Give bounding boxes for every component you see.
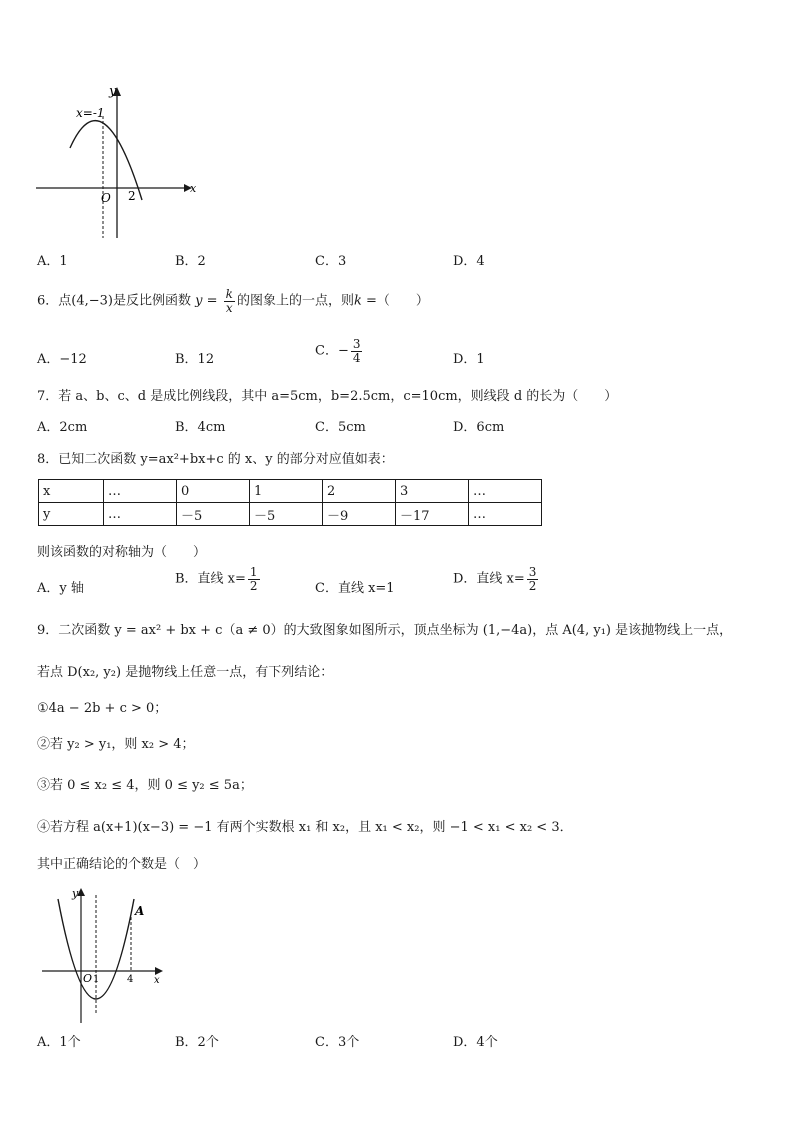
table-cell: －5: [177, 503, 250, 526]
q6-option-c-fraction: $\frac{3}{4}$: [352, 337, 361, 365]
q6-paren: （ ）: [376, 293, 429, 309]
table-cell: 2: [323, 480, 396, 503]
q8-option-b-fraction: $\frac{1}{2}$: [249, 565, 258, 593]
q8-option-a[interactable]: A．y 轴: [37, 581, 84, 596]
q8-option-c[interactable]: C．直线 x=1: [315, 581, 395, 596]
q6-option-a[interactable]: A．−12: [37, 352, 87, 367]
q6-point: (4,−3): [71, 293, 113, 309]
table-cell: …: [104, 480, 177, 503]
q9-option-a[interactable]: A．1个: [37, 1035, 81, 1050]
table-cell: －9: [323, 503, 396, 526]
graph2-tick-1: 1: [93, 974, 100, 985]
table-cell: 0: [177, 480, 250, 503]
q7-option-d[interactable]: D．6cm: [453, 420, 505, 435]
q8-question: 8．已知二次函数 y=ax²+bx+c 的 x、y 的部分对应值如表：: [37, 452, 394, 467]
q6-suffix: 的图象上的一点，则: [236, 293, 354, 309]
graph2-point-a-label: A: [135, 904, 145, 918]
q6-prefix: 6．点: [37, 293, 72, 309]
table-cell: －5: [250, 503, 323, 526]
q6-option-b[interactable]: B．12: [175, 352, 215, 367]
parabola-graph-2: [36, 885, 171, 1025]
table-cell: …: [469, 480, 542, 503]
q6-question: [37, 288, 429, 314]
q6-fraction: $\frac{k}{x}$: [225, 287, 233, 315]
table-row: [39, 480, 542, 503]
q9-ask: 其中正确结论的个数是（ ）: [37, 857, 207, 872]
graph2-tick-4: 4: [127, 974, 134, 985]
table-cell: －17: [396, 503, 469, 526]
q8-followup: 则该函数的对称轴为（ ）: [37, 545, 207, 560]
q5-option-b[interactable]: B．2: [175, 254, 206, 269]
q6-option-c[interactable]: C．− $\frac{3}{4}$: [315, 337, 361, 365]
q8-option-d-fraction: $\frac{3}{2}$: [528, 565, 537, 593]
q5-option-a[interactable]: A．1: [37, 254, 68, 269]
q9-option-d[interactable]: D．4个: [453, 1035, 498, 1050]
graph1-axis-annotation: x=-1: [76, 106, 105, 120]
table-cell: y: [39, 503, 104, 526]
q9-statement-3: ③若 0 ≤ x₂ ≤ 4，则 0 ≤ y₂ ≤ 5a；: [37, 778, 253, 793]
q6-func-lhs: y =: [195, 293, 218, 309]
table-cell: 3: [396, 480, 469, 503]
parabola-graph-1: [30, 82, 205, 242]
graph1-origin-label: O: [101, 191, 111, 205]
table-cell: 1: [250, 480, 323, 503]
table-row: [39, 503, 542, 526]
graph1-y-label: y: [109, 84, 117, 99]
graph1-tick-2: 2: [128, 189, 136, 203]
q5-option-c[interactable]: C．3: [315, 254, 347, 269]
table-cell: …: [469, 503, 542, 526]
graph1-x-label: x: [190, 182, 197, 195]
table-cell: …: [104, 503, 177, 526]
graph2-y-label: y: [72, 887, 79, 900]
graph2-origin-label: O: [83, 972, 93, 985]
q7-question: 7．若 a、b、c、d 是成比例线段，其中 a=5cm，b=2.5cm，c=10cm，则线段 d 的长为（ ）: [37, 389, 618, 404]
q9-option-c[interactable]: C．3个: [315, 1035, 360, 1050]
q8-option-b[interactable]: B．直线 x= $\frac{1}{2}$: [175, 565, 258, 593]
q6-k-eq: k =: [353, 293, 377, 309]
q8-option-d[interactable]: D．直线 x= $\frac{3}{2}$: [453, 565, 537, 593]
q5-option-d[interactable]: D．4: [453, 254, 485, 269]
graph2-x-label: x: [154, 975, 160, 986]
q9-statement-1: ①4a − 2b + c > 0；: [37, 701, 168, 716]
x-axis-arrow: [155, 967, 163, 975]
q9-statement-2: ②若 y₂ > y₁，则 x₂ > 4；: [37, 737, 195, 752]
q6-option-d[interactable]: D．1: [453, 352, 485, 367]
q8-value-table: [38, 479, 542, 526]
q7-option-b[interactable]: B．4cm: [175, 420, 226, 435]
q7-option-a[interactable]: A．2cm: [37, 420, 88, 435]
q7-option-c[interactable]: C．5cm: [315, 420, 366, 435]
q6-mid: 是反比例函数: [113, 293, 192, 309]
q9-line-1: 9．二次函数 y = ax² + bx + c（a ≠ 0）的大致图象如图所示，顶点坐标为 (1,−4a)，点 A(4, y₁) 是该抛物线上一点，: [37, 623, 733, 638]
q9-option-b[interactable]: B．2个: [175, 1035, 219, 1050]
q9-line-2: 若点 D(x₂, y₂) 是抛物线上任意一点，有下列结论：: [37, 665, 334, 680]
q9-statement-4: ④若方程 a(x+1)(x−3) = −1 有两个实数根 x₁ 和 x₂，且 x₁ < x₂，则 −1 < x₁ < x₂ < 3．: [37, 820, 573, 835]
table-cell: x: [39, 480, 104, 503]
